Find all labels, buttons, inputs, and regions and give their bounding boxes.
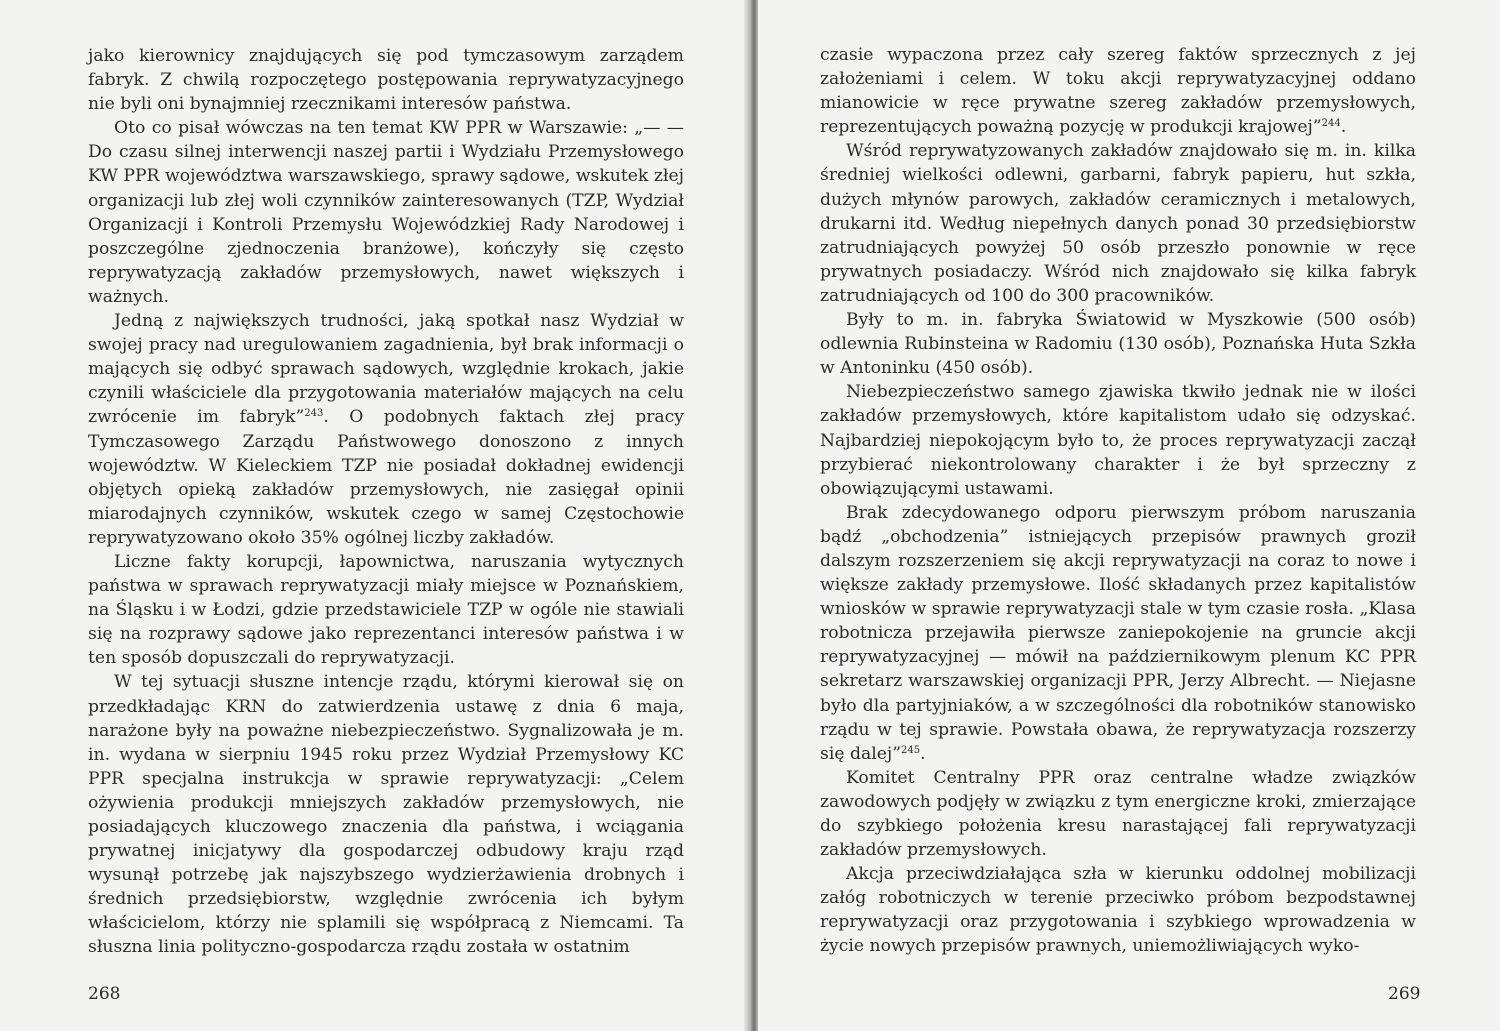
paragraph: Oto co pisał wówczas na ten temat KW PPR w Warszawie: „— — Do czasu silnej interwencji naszej partii i Wydziału Przemysłowego KW PPR województwa warszawskiego, sprawy sądowe, wskutek złej organizacji lub złej woli czynników zainteresowanych (TZP, Wydział Organizacji i Kontroli Przemysłu Wojewódzkiej Rady Narodowej i poszczególne zjednoczenia branżowe), kończyły się często reprywatyzacją zakładów przemysłowych, nawet większych i ważnych.	[88, 118, 684, 307]
paragraph: Były to m. in. fabryka Światowid w Myszkowie (500 osób) odlewnia Rubinsteina w Radomiu (130 osób), Poznańska Huta Szkła w Antoninku (450 osób).	[820, 310, 1416, 379]
paragraph: Niebezpieczeństwo samego zjawiska tkwiło jednak nie w ilości zakładów przemysłowych, które kapitalistom udało się odzyskać. Najbardziej niepokojącym było to, że proces reprywatyzacji zaczął przybierać niekontrolowany charakter i że był sprzeczny z obowiązującymi ustawami.	[820, 382, 1416, 499]
footnote-ref: 243	[304, 408, 324, 420]
paragraph: Wśród reprywatyzowanych zakładów znajdowało się m. in. kilka średniej wielkości odlewni, garbarni, fabryk papieru, hut szkła, dużych młynów parowych, zakładów ceramicznych i metalowych, drukarni itd. Według niepełnych danych ponad 30 przedsiębiorstw zatrudniających powyżej 50 osób przeszło ponownie w ręce prywatnych posiadaczy. Wśród nich znajdowało się kilka fabryk zatrudniających od 100 do 300 pracowników.	[820, 141, 1416, 306]
page-number: 268	[88, 984, 121, 1004]
paragraph: czasie wypaczona przez cały szereg faktów sprzecznych z jej założeniami i celem. W toku akcji reprywatyzacyjnej oddano mianowicie w ręce prywatne szereg zakładów przemysłowych, reprezentujących poważną pozycję w produkcji krajowej”$^{244}$.	[820, 45, 1416, 138]
footnote-ref: 244	[1321, 118, 1341, 130]
paragraph: Komitet Centralny PPR oraz centralne władze związków zawodowych podjęły w związku z tym energiczne kroki, zmierzające do szybkiego położenia kresu narastającej fali reprywatyzacji zakładów przemysłowych.	[820, 767, 1416, 861]
paragraph: Akcja przeciwdziałająca szła w kierunku oddolnej mobilizacji załóg robotniczych w terenie przeciwko próbom bezpodstawnej reprywatyzacji oraz przygotowania i szybkiego wprowadzenia w życie nowych przepisów prawnych, uniemożliwiających wyko-	[820, 864, 1416, 957]
page-number: 269	[1388, 984, 1421, 1004]
paragraph: Brak zdecydowanego odporu pierwszym próbom naruszania bądź „obchodzenia” istniejących przepisów prawnych groził dalszym rozszerzeniem się akcji reprywatyzacji na coraz to nowe i większe zakłady przemysłowe. Ilość składanych przez kapitalistów wniosków w sprawie reprywatyzacji stale w tym czasie rosła. „Klasa robotnicza przejawiła pierwsze zaniepokojenie na gruncie akcji reprywatyzacyjnej — mówił na październikowym plenum KC PPR sekretarz warszawskiej organizacji PPR, Jerzy Albrecht. — Niejasne było dla partyjniaków, a w szczególności dla robotników stanowisko rządu w tej sprawie. Powstała obawa, że reprywatyzacja rozszerzy się dalej”$^{245}$.	[820, 502, 1416, 764]
footnote-ref: 245	[901, 744, 921, 756]
left-page-text	[88, 44, 684, 960]
right-page	[758, 0, 1500, 1031]
paragraph: Liczne fakty korupcji, łapownictwa, naruszania wytycznych państwa w sprawach reprywatyzacji miały miejsce w Poznańskiem, na Śląsku i w Łodzi, gdzie przedstawiciele TZP w ogóle nie stawiali się na rozprawy sądowe jako reprezentanci interesów państwa i w ten sposób dopuszczali do reprywatyzacji.	[88, 551, 684, 669]
paragraph: jako kierownicy znajdujących się pod tymczasowym zarządem fabryk. Z chwilą rozpoczętego postępowania reprywatyzacyjnego nie byli oni bynajmniej rzecznikami interesów państwa.	[88, 46, 684, 115]
paragraph: W tej sytuacji słuszne intencje rządu, którymi kierował się on przedkładając KRN do zatwierdzenia ustawę z dnia 6 maja, narażone były na poważne niebezpieczeństwo. Sygnalizowała je m. in. wydana w sierpniu 1945 roku przez Wydział Przemysłowy KC PPR specjalna instrukcja w sprawie reprywatyzacji: „Celem ożywienia produkcji mniejszych zakładów przemysłowych, nie posiadających kluczowego znaczenia dla państwa, i wciągania prywatnej inicjatywy dla gospodarczej odbudowy kraju rząd wysunął potrzebę jak najszybszego wydzierżawienia drobnych i średnich przedsiębiorstw, względnie zwrócenia ich byłym właścicielom, którzy nie splamili się współpracą z Niemcami. Ta słuszna linia polityczno-gospodarcza rządu została w ostatnim	[88, 672, 684, 958]
paragraph: Jedną z największych trudności, jaką spotkał nasz Wydział w swojej pracy nad uregulowaniem zagadnienia, był brak informacji o mających się odbyć sprawach sądowych, względnie krokach, jakie czynili właściciele dla przygotowania materiałów mających na celu zwrócenie im fabryk”$^{243}$. O podobnych faktach złej pracy Tymczasowego Zarządu Państwowego donoszono z innych województw. W Kieleckiem TZP nie posiadał dokładnej ewidencji objętych opieką zakładów przemysłowych, nie zasięgał opinii miarodajnych czynników, wskutek czego w samej Częstochowie reprywatyzowano około 35% ogólnej liczby zakładów.	[88, 311, 684, 548]
right-page-text	[820, 43, 1416, 959]
